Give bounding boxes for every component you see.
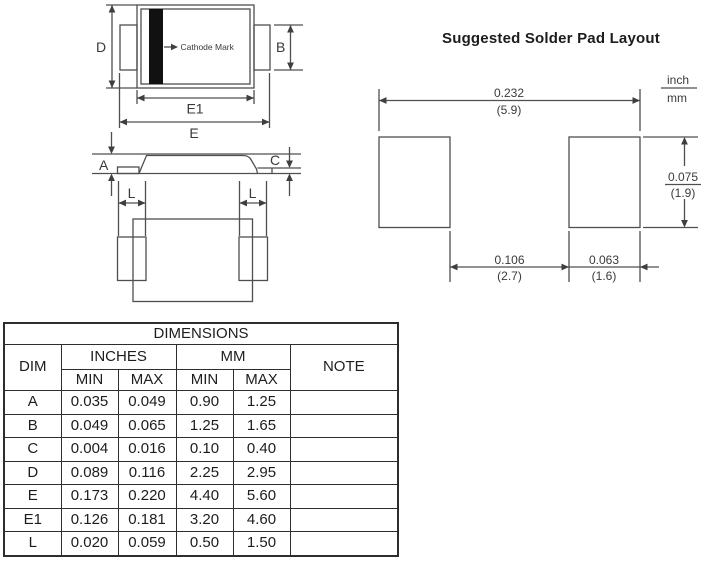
cell-mm-min: 3.20 — [176, 508, 233, 532]
right-solder-pad — [569, 137, 640, 228]
pad-width-mm: (1.6) — [591, 269, 617, 283]
dim-label-l-left: L — [127, 185, 136, 201]
dimension-d — [96, 5, 137, 88]
cell-note — [290, 485, 398, 509]
cell-mm-max: 1.50 — [233, 532, 290, 556]
left-tab — [120, 25, 137, 70]
cell-note — [290, 391, 398, 415]
left-solder-pad — [379, 137, 450, 228]
package-top-view — [120, 5, 270, 88]
cell-dim: B — [4, 414, 61, 438]
cell-note — [290, 461, 398, 485]
col-group-mm: MM — [176, 345, 290, 370]
cell-mm-min: 1.25 — [176, 414, 233, 438]
table-title: DIMENSIONS — [4, 323, 398, 345]
left-lead — [118, 167, 140, 174]
col-header-min-inches: MIN — [61, 370, 118, 391]
overall-width-inch: 0.232 — [493, 86, 525, 100]
dimensions-table — [3, 322, 399, 557]
cell-inch-max: 0.116 — [118, 461, 176, 485]
cell-note — [290, 414, 398, 438]
table-row — [4, 508, 398, 532]
cell-mm-max: 1.25 — [233, 391, 290, 415]
dim-label-b: B — [276, 39, 286, 55]
dim-label-e1: E1 — [186, 100, 204, 117]
dimension-a — [99, 132, 115, 196]
cell-dim: E — [4, 485, 61, 509]
unit-inch-label: inch — [666, 73, 690, 87]
pad-width-inch: 0.063 — [588, 253, 620, 267]
cell-mm-max: 1.65 — [233, 414, 290, 438]
body-footprint — [133, 219, 253, 302]
cell-mm-min: 2.25 — [176, 461, 233, 485]
cell-mm-max: 2.95 — [233, 461, 290, 485]
dimension-b — [274, 25, 303, 70]
cell-inch-max: 0.049 — [118, 391, 176, 415]
cell-note — [290, 508, 398, 532]
col-header-max-mm: MAX — [233, 370, 290, 391]
table-row — [4, 532, 398, 556]
cell-mm-min: 4.40 — [176, 485, 233, 509]
cell-inch-min: 0.004 — [61, 438, 118, 462]
cell-inch-max: 0.220 — [118, 485, 176, 509]
dimension-e1 — [137, 90, 254, 117]
cell-mm-min: 0.50 — [176, 532, 233, 556]
cathode-mark-label: Cathode Mark — [180, 42, 234, 52]
right-tab — [254, 25, 270, 70]
cell-note — [290, 438, 398, 462]
overall-width-mm: (5.9) — [496, 103, 522, 117]
cell-inch-min: 0.089 — [61, 461, 118, 485]
cell-dim: A — [4, 391, 61, 415]
dim-label-a: A — [99, 157, 109, 173]
cell-note — [290, 532, 398, 556]
cell-inch-max: 0.181 — [118, 508, 176, 532]
table-row — [4, 414, 398, 438]
table-row — [4, 461, 398, 485]
units-legend — [661, 73, 697, 105]
dim-label-l-right: L — [248, 185, 257, 201]
cell-inch-max: 0.059 — [118, 532, 176, 556]
pad-gap-inch: 0.106 — [494, 253, 525, 267]
cell-mm-max: 5.60 — [233, 485, 290, 509]
cell-inch-min: 0.020 — [61, 532, 118, 556]
col-header-max-inches: MAX — [118, 370, 176, 391]
cell-dim: C — [4, 438, 61, 462]
dim-label-e: E — [189, 125, 199, 141]
pad-gap-mm: (2.7) — [497, 269, 522, 283]
table-row — [4, 391, 398, 415]
body-profile — [139, 156, 258, 174]
pad-height-inch: 0.075 — [667, 170, 699, 184]
dimension-l-left — [119, 181, 146, 236]
cell-inch-max: 0.016 — [118, 438, 176, 462]
solder-pad-layout-drawing — [365, 55, 714, 290]
table-row — [4, 438, 398, 462]
cell-dim: E1 — [4, 508, 61, 532]
cell-inch-min: 0.173 — [61, 485, 118, 509]
col-header-dim: DIM — [4, 345, 61, 391]
cathode-arrow-icon — [171, 44, 178, 50]
cell-dim: L — [4, 532, 61, 556]
cell-dim: D — [4, 461, 61, 485]
package-outline-drawing — [85, 0, 315, 310]
dim-label-d: D — [96, 39, 107, 55]
col-group-inches: INCHES — [61, 345, 176, 370]
unit-mm-label: mm — [667, 91, 687, 105]
pad-height-mm: (1.9) — [670, 186, 696, 200]
cell-inch-min: 0.035 — [61, 391, 118, 415]
solder-pad-title: Suggested Solder Pad Layout — [442, 30, 660, 47]
cell-inch-max: 0.065 — [118, 414, 176, 438]
cell-mm-max: 0.40 — [233, 438, 290, 462]
cell-mm-min: 0.10 — [176, 438, 233, 462]
right-terminal — [239, 237, 268, 281]
cell-inch-min: 0.049 — [61, 414, 118, 438]
package-bottom-view — [118, 219, 268, 302]
col-header-min-mm: MIN — [176, 370, 233, 391]
cell-inch-min: 0.126 — [61, 508, 118, 532]
dim-label-c: C — [270, 152, 281, 168]
table-row — [4, 485, 398, 509]
dimension-overall-width — [379, 86, 640, 131]
col-header-note: NOTE — [290, 345, 398, 391]
cell-mm-max: 4.60 — [233, 508, 290, 532]
cell-mm-min: 0.90 — [176, 391, 233, 415]
left-terminal — [118, 237, 147, 281]
dimension-pad-gap-and-width — [450, 231, 659, 283]
dimension-pad-height — [643, 137, 701, 228]
cathode-band — [149, 9, 163, 84]
